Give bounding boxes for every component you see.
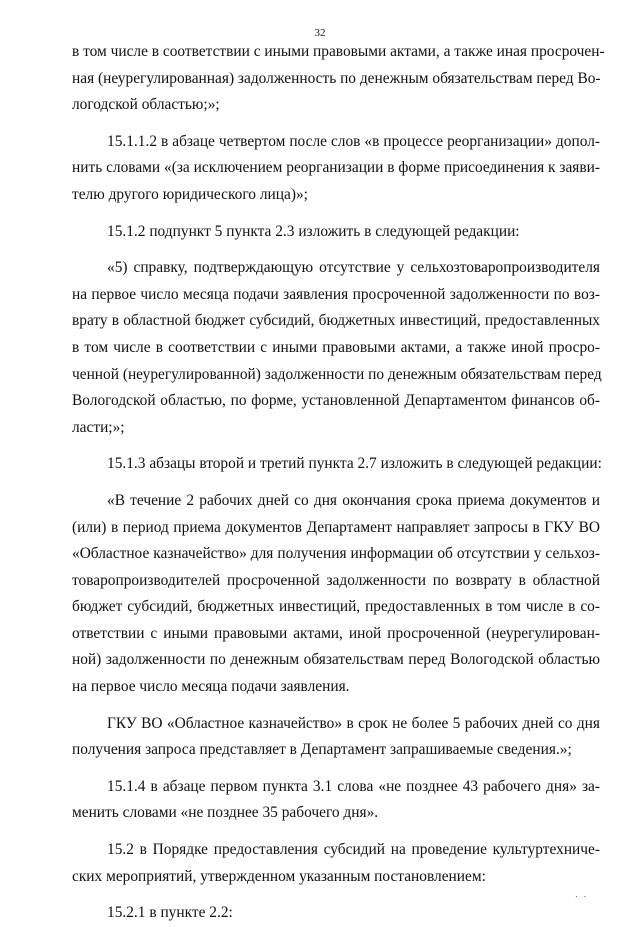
paragraph-15-1-3 — [72, 451, 600, 478]
text-line: ГКУ ВО «Областное казначейство» в срок не более 5 рабочих дней со дня — [107, 714, 600, 732]
paragraph-quote-2-7 — [72, 488, 600, 701]
text-line: ласти;»; — [72, 418, 125, 436]
text-line: в том числе в соответствии с иными правовыми актами, а также иной просро- — [72, 338, 600, 356]
text-line: логодской областью;»; — [72, 96, 220, 114]
text-line: 15.2.1 в пункте 2.2: — [107, 904, 233, 922]
text-line: 15.2 в Порядке предоставления субсидий на проведение культуртехниче- — [107, 841, 600, 859]
text-line: получения запроса представляет в Департамент запрашиваемые сведения.»; — [72, 741, 572, 759]
text-line: врату в областной бюджет субсидий, бюджетных инвестиций, предоставленных — [72, 312, 600, 330]
corner-mark: . . — [575, 889, 588, 899]
text-line: 15.1.3 абзацы второй и третий пункта 2.7 изложить в следующей редакции: — [107, 455, 602, 473]
page-number: 32 — [314, 27, 326, 39]
text-line: ответствии с иными правовыми актами, иной просроченной (неурегулирован- — [72, 624, 600, 642]
paragraph-continuation — [72, 39, 605, 119]
text-line: телю другого юридического лица)»; — [72, 185, 308, 203]
text-line: «В течение 2 рабочих дней со дня окончания срока приема документов и — [107, 491, 600, 509]
text-line: ная (неурегулированная) задолженность по денежным обязательствам перед Во- — [72, 69, 601, 87]
text-line: (или) в период приема документов Департамент направляет запросы в ГКУ ВО — [72, 518, 600, 536]
paragraph-15-1-1-2 — [72, 129, 600, 209]
paragraph-quote-5 — [72, 255, 600, 441]
text-line: 15.1.1.2 в абзаце четвертом после слов «в процессе реорганизации» допол- — [107, 132, 600, 150]
text-line: на первое число месяца подачи заявления. — [72, 678, 350, 696]
text-line: ченной (неурегулированной) задолженности по денежным обязательствам перед — [72, 365, 602, 383]
text-line: менить словами «не позднее 35 рабочего дня». — [72, 804, 379, 822]
paragraph-15-1-2 — [72, 219, 600, 246]
paragraph-gku-vo — [72, 711, 600, 764]
text-line: бюджет субсидий, бюджетных инвестиций, предоставленных в том числе в со- — [72, 598, 600, 616]
text-line: 15.1.4 в абзаце первом пункта 3.1 слова «не позднее 43 рабочего дня» за- — [107, 777, 600, 795]
text-line: товаропроизводителей просроченной задолженности по возврату в областной — [72, 571, 600, 589]
text-line: «Областное казначейство» для получения информации об отсутствии у сельхоз- — [72, 545, 600, 563]
text-line: ной) задолженности по денежным обязательствам перед Вологодской областью — [72, 651, 600, 669]
text-line: на первое число месяца подачи заявления просроченной задолженности по воз- — [72, 285, 600, 303]
document-body — [72, 39, 605, 927]
paragraph-15-1-4 — [72, 774, 600, 827]
text-line: «5) справку, подтверждающую отсутствие у сельхозтоваропроизводителя — [107, 259, 600, 277]
paragraph-15-2 — [72, 837, 600, 890]
text-line: Вологодской областью, по форме, установленной Департаментом финансов об- — [72, 392, 600, 410]
text-line: ских мероприятий, утвержденном указанным постановлением: — [72, 867, 486, 885]
text-line: 15.1.2 подпункт 5 пункта 2.3 изложить в следующей редакции: — [107, 222, 520, 240]
text-line: в том числе в соответствии с иными правовыми актами, а также иная просрочен- — [72, 43, 605, 60]
paragraph-15-2-1 — [72, 900, 600, 927]
text-line: нить словами «(за исключением реорганизации в форме присоединения к заяви- — [72, 159, 600, 177]
